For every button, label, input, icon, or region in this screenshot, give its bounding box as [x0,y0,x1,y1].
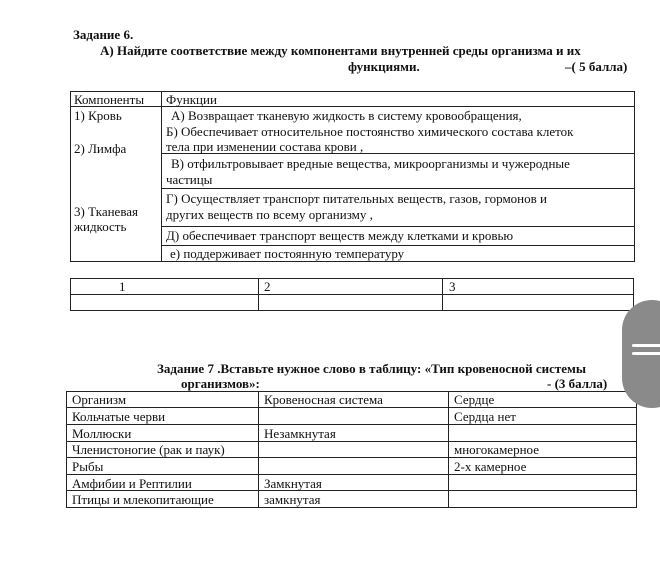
row1-heart: Сердца нет [454,409,516,424]
row5-organism: Амфибии и Рептилии [72,476,192,491]
function-v-cont: частицы [166,172,213,187]
function-e: е) поддерживает постоянную температуру [170,246,405,261]
component-3-cont: жидкость [74,219,127,234]
task6-heading-line2: функциями. [348,59,420,74]
row2-organism: Моллюски [72,426,132,441]
component-3: 3) Тканевая [74,204,139,219]
function-v: В) отфильтровывает вредные вещества, микроорганизмы и чужеродные [171,156,570,171]
task6-title: Задание 6. [73,27,134,42]
answer-header-2: 2 [264,279,271,294]
row4-organism: Рыбы [72,459,104,474]
scroll-handle[interactable] [622,300,660,408]
row6-organism: Птицы и млекопитающие [72,492,214,507]
header-system: Кровеносная система [264,392,383,407]
function-a: А) Возвращает тканевую жидкость в систему кровообращения, [171,108,522,123]
menu-icon-line [632,352,660,355]
answer-cell-1[interactable] [72,296,256,309]
task7-heading-line2: организмов»: [181,376,260,391]
task7-points: - (3 балла) [547,376,608,391]
row3-heart: многокамерное [454,442,539,457]
answer-cell-2[interactable] [260,296,440,309]
col-components-header: Компоненты [74,92,145,107]
task6-points: –( 5 балла) [565,59,628,74]
answer-cell-3[interactable] [444,296,631,309]
answer-header-3: 3 [449,279,456,294]
header-organism: Организм [72,392,127,407]
header-heart: Сердце [454,392,495,407]
function-b-cont: тела при изменении состава крови , [166,139,364,154]
col-functions-header: Функции [166,92,217,107]
function-g: Г) Осуществляет транспорт питательных веществ, газов, гормонов и [166,191,547,206]
function-g-cont: других веществ по всему организму , [166,207,373,222]
row4-heart: 2-х камерное [454,459,527,474]
task6-heading-line1: А) Найдите соответствие между компонентами внутренней среды организма и их [100,43,581,58]
answer-header-1: 1 [119,279,126,294]
row1-organism: Кольчатые черви [72,409,166,424]
menu-icon [632,344,660,347]
row3-organism: Членистоногие (рак и паук) [72,442,225,457]
row6-system: замкнутая [264,492,321,507]
component-1: 1) Кровь [74,108,122,123]
function-d: Д) обеспечивает транспорт веществ между клетками и кровью [166,228,514,243]
function-b: Б) Обеспечивает относительное постоянство химического состава клеток [166,124,574,139]
component-2: 2) Лимфа [74,141,127,156]
row2-system: Незамкнутая [264,426,336,441]
task7-heading-line1: Задание 7 .Вставьте нужное слово в таблицу: «Тип кровеносной системы [157,361,587,376]
row5-system: Замкнутая [264,476,322,491]
